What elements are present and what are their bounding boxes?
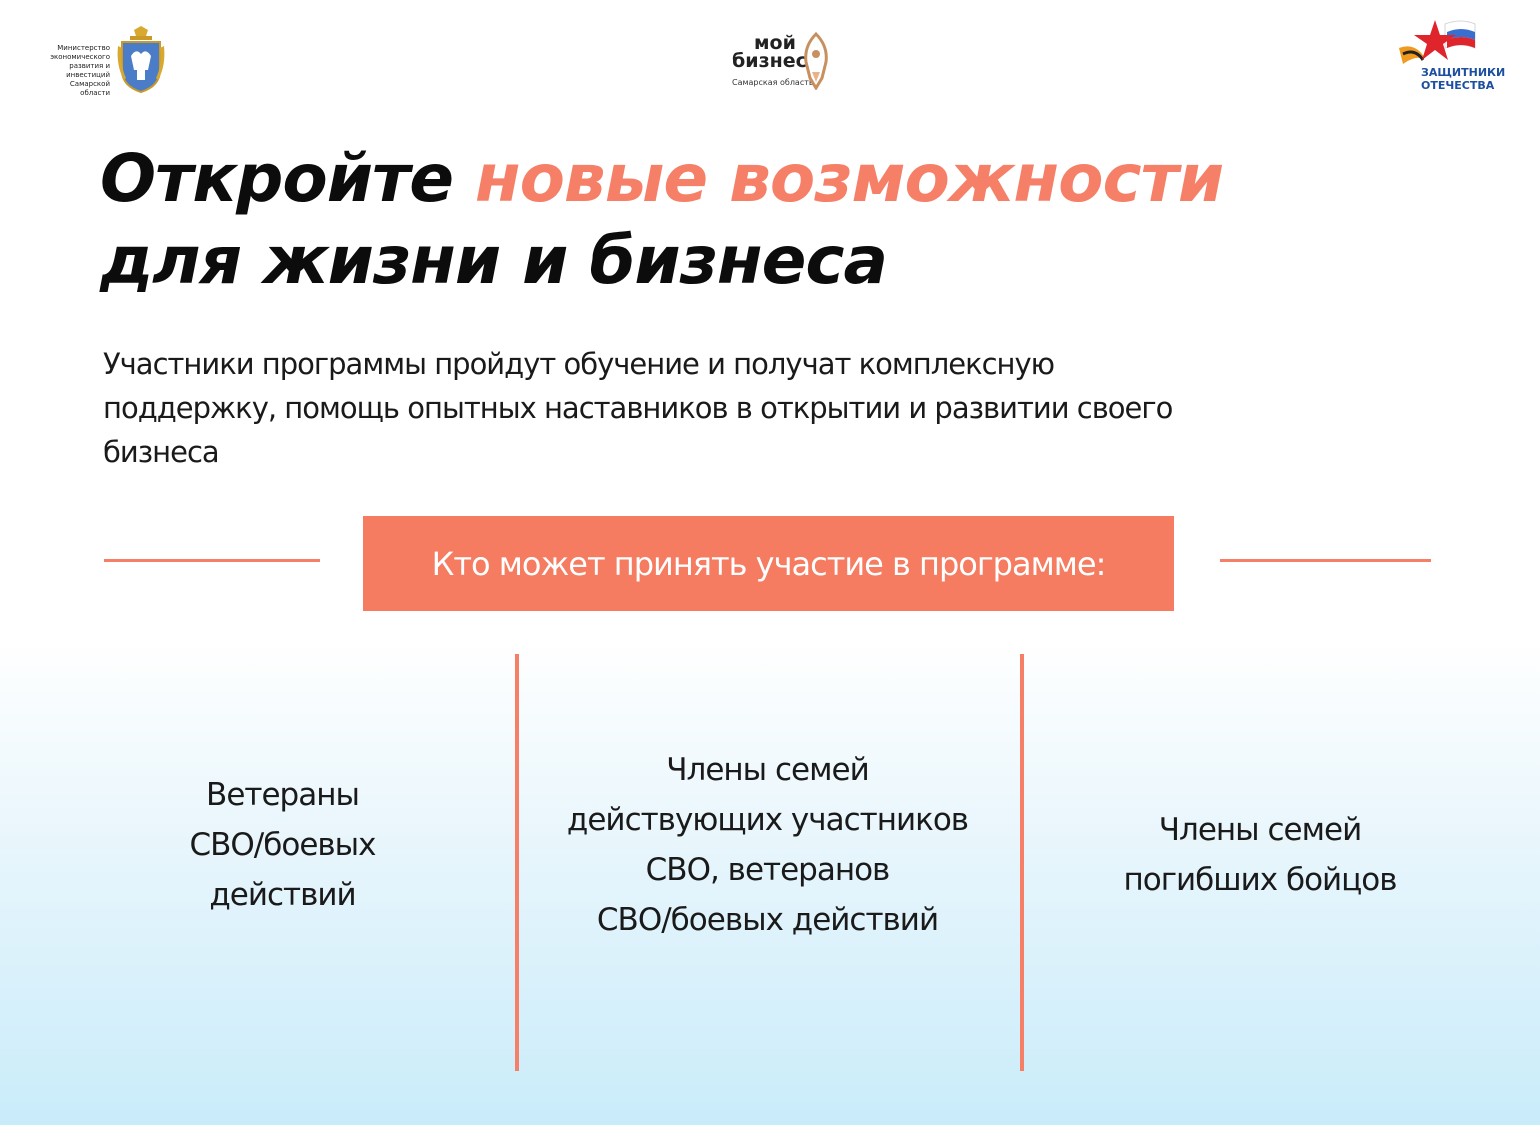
ministry-line: Самарской области <box>69 80 110 97</box>
title-highlight: новые возможности <box>474 140 1224 217</box>
rocket-icon <box>802 32 830 90</box>
category-families-of-fallen <box>1080 800 1440 910</box>
title-part-1: Откройте <box>100 140 475 217</box>
page-title <box>100 138 1300 302</box>
category-line: Члены семей <box>1158 812 1362 848</box>
category-veterans <box>150 760 415 930</box>
moy-biznes-logo <box>726 30 836 92</box>
ministry-logo <box>48 26 168 96</box>
column-divider <box>515 654 519 1071</box>
category-line: СВО/боевых действий <box>596 902 939 938</box>
moy-biznes-word-1: мой <box>754 32 796 54</box>
banner-rule-right <box>1220 559 1431 562</box>
moy-biznes-word-2: бизнес <box>732 50 807 72</box>
ministry-line: экономического <box>50 53 110 61</box>
program-description: Участники программы пройдут обучение и получат комплексную поддержку, помощь опытных наставников в открытии и развитии своего бизнеса <box>103 347 1173 469</box>
title-part-2: для жизни и бизнеса <box>100 222 888 299</box>
defenders-line-1: ЗАЩИТНИКИ <box>1421 66 1506 79</box>
star-ribbon-icon <box>1395 14 1505 70</box>
category-families-of-participants <box>545 740 990 950</box>
category-line: Ветераны <box>206 777 359 813</box>
category-line: действий <box>209 877 356 913</box>
category-line: действующих участников <box>566 802 969 838</box>
ministry-name <box>48 44 110 98</box>
ministry-line: Министерство <box>57 44 110 52</box>
participants-banner <box>363 516 1174 611</box>
samara-coat-of-arms-icon <box>116 26 166 96</box>
column-divider <box>1020 654 1024 1071</box>
category-line: СВО, ветеранов <box>645 852 890 888</box>
category-line: СВО/боевых <box>189 827 376 863</box>
category-line: погибших бойцов <box>1123 862 1397 898</box>
ministry-line: развития и инвестиций <box>66 62 110 79</box>
moy-biznes-region: Самарская область <box>732 78 814 87</box>
banner-rule-left <box>104 559 320 562</box>
defenders-logo <box>1395 14 1515 98</box>
banner-text: Кто может принять участие в программе: <box>431 544 1106 583</box>
defenders-name <box>1421 66 1505 92</box>
defenders-line-2: ОТЕЧЕСТВА <box>1421 79 1495 92</box>
category-line: Члены семей <box>666 752 869 788</box>
